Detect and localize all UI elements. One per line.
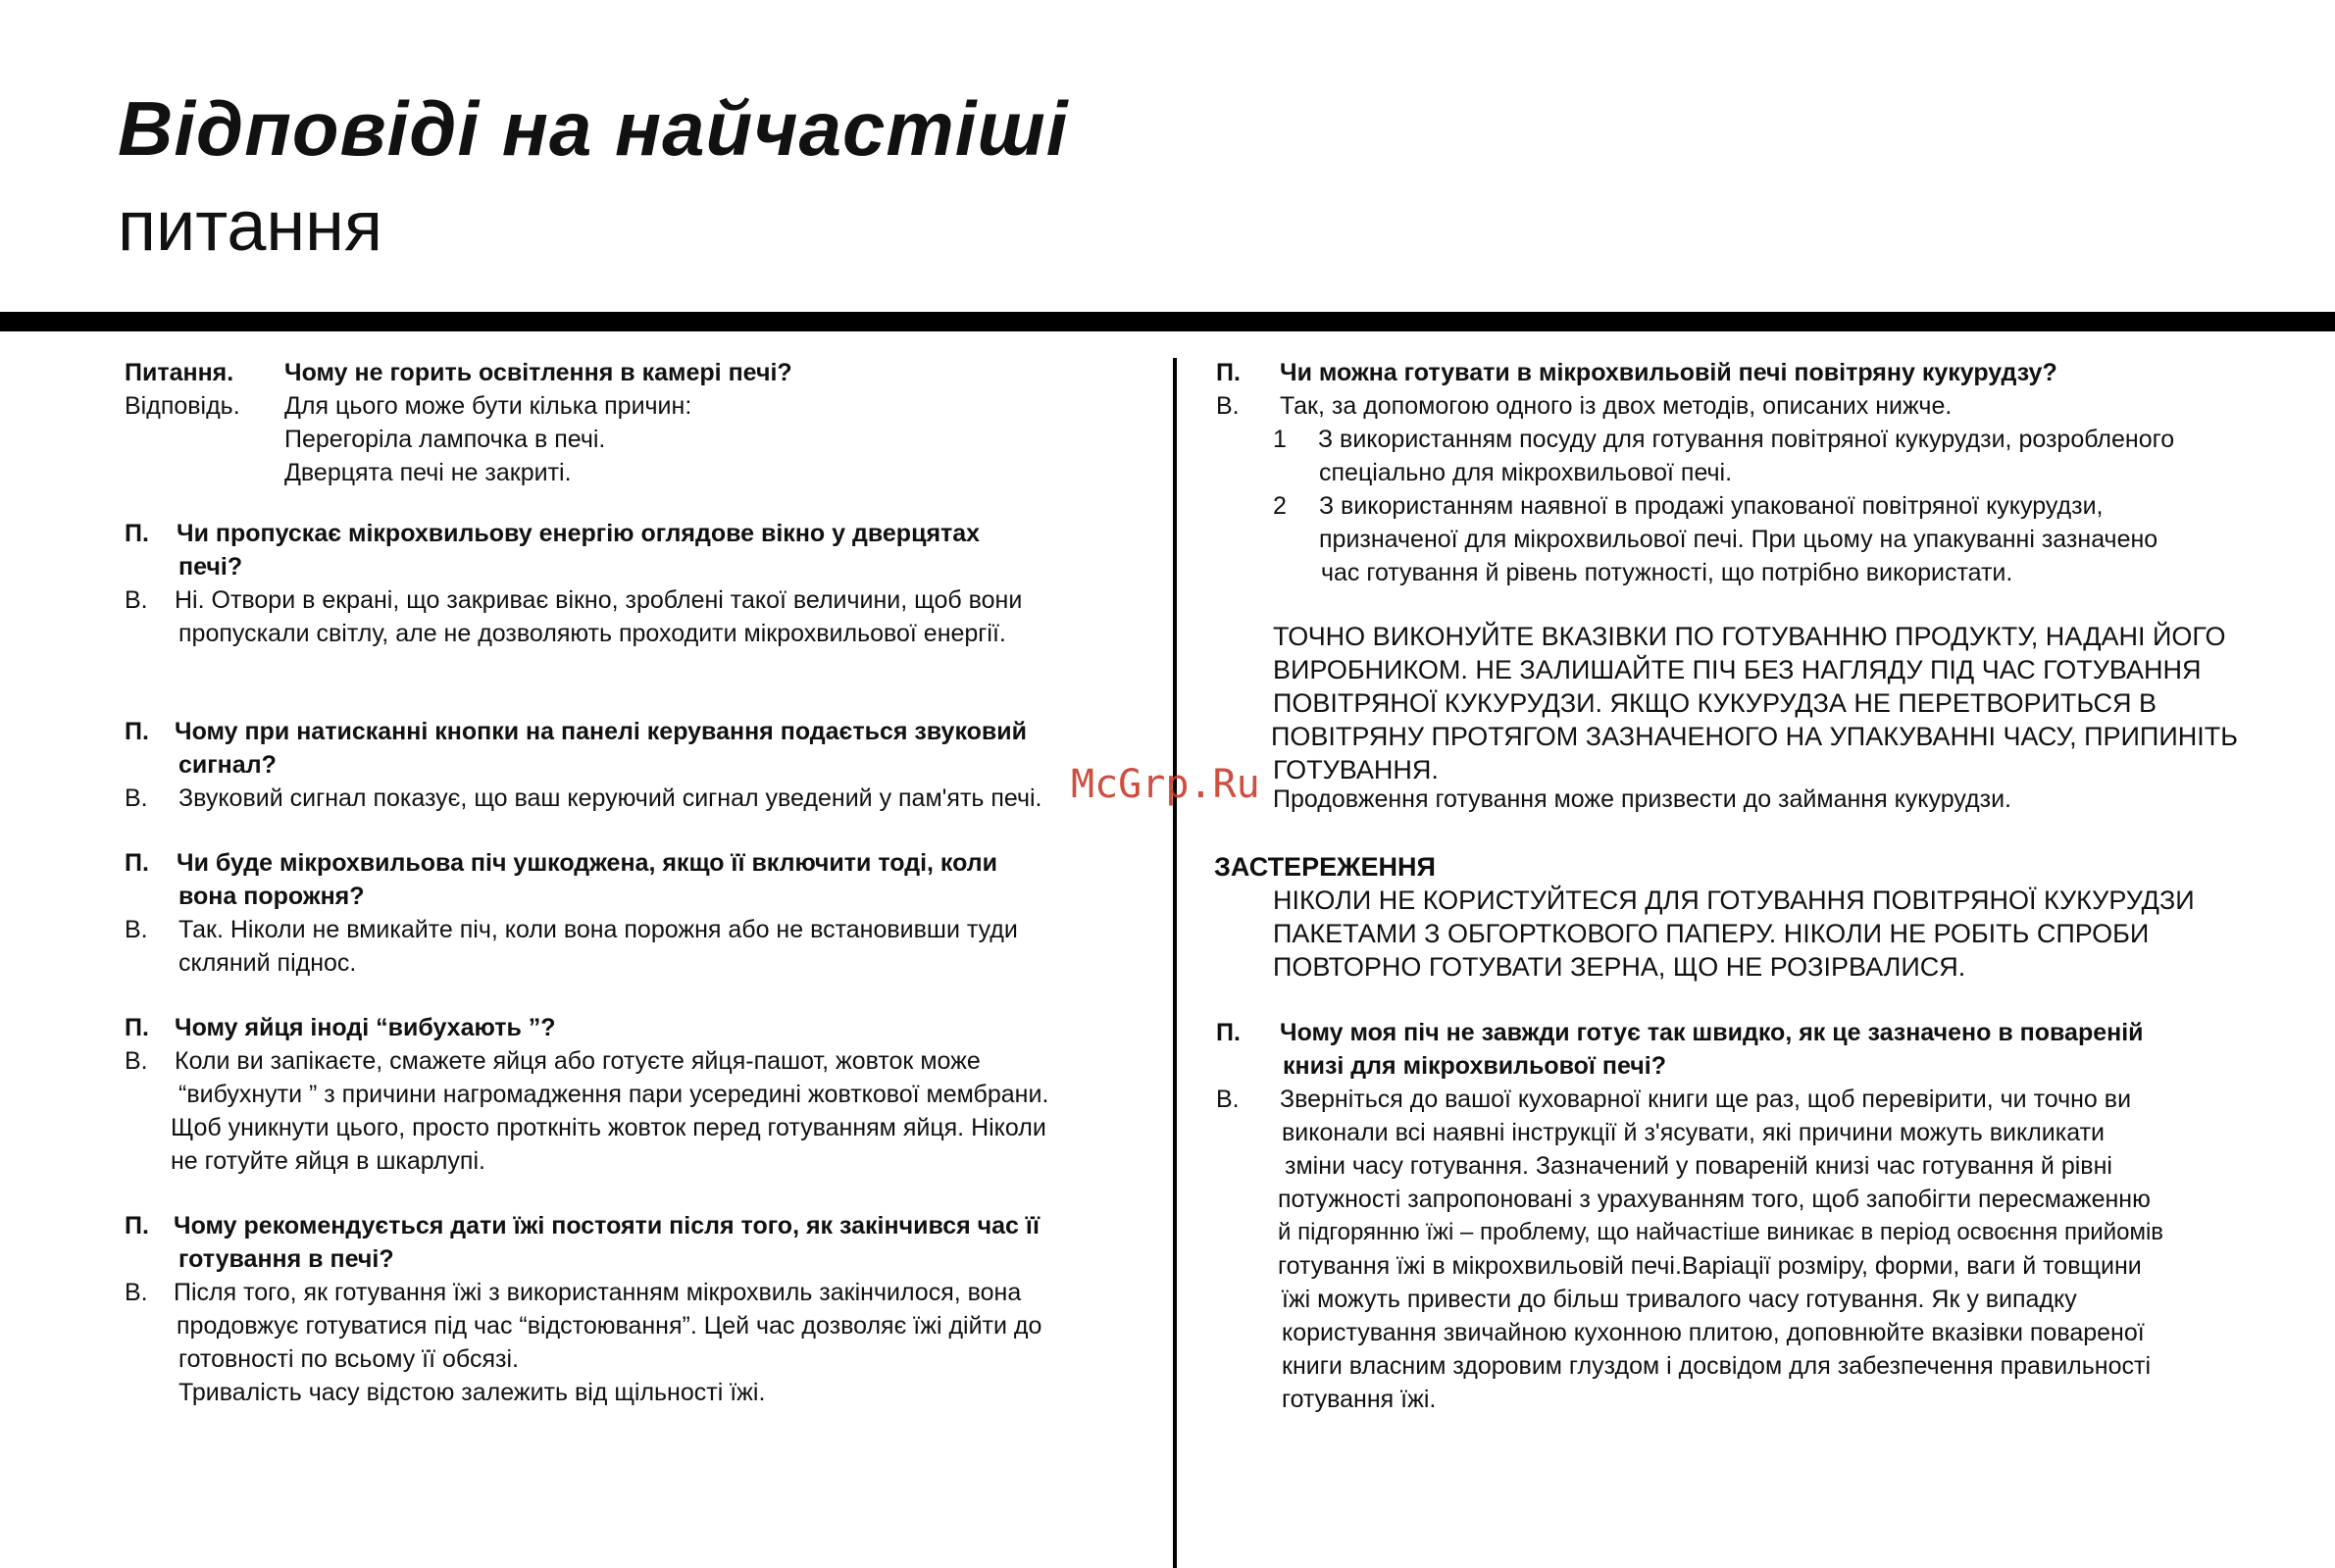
method-line: спеціально для мікрохвильової печі. — [1319, 459, 1733, 486]
q4-answer-line: Так. Ніколи не вмикайте піч, коли вона порожня або не встановивши туди — [178, 916, 1018, 943]
q4-question-line: вона порожня? — [178, 883, 365, 910]
q6-answer-line: готовності по всьому її обсязі. — [178, 1345, 519, 1373]
q5-answer-line: Коли ви запікаєте, смажете яйця або готуєте яйця-пашот, жовток може — [175, 1047, 981, 1075]
q2-answer-label: В. — [125, 586, 148, 614]
q5-label: П. — [125, 1014, 149, 1041]
q2-answer-line: пропускали світлу, але не дозволяють проходити мікрохвильової енергії. — [178, 620, 1006, 647]
q8-answer-line: зміни часу готування. Зазначений у повареній книзі час готування й рівні — [1285, 1152, 2112, 1180]
q7-question: Чи можна готувати в мікрохвильовій печі повітряну кукурудзу? — [1280, 359, 2057, 386]
method-number: 1 — [1273, 426, 1287, 453]
q7-label: П. — [1216, 359, 1241, 386]
q1-label: Питання. — [125, 359, 234, 386]
q8-question-line: Чому моя піч не завжди готує так швидко, як це зазначено в повареній — [1280, 1019, 2144, 1046]
q6-answer-line: Після того, як готування їжі з використанням мікрохвиль закінчилося, вона — [174, 1279, 1022, 1306]
warning-line: НІКОЛИ НЕ КОРИСТУЙТЕСЯ ДЛЯ ГОТУВАННЯ ПОВІТРЯНОЇ КУКУРУДЗИ — [1273, 885, 2195, 915]
q8-answer-line: виконали всі наявні інструкції й з'ясувати, які причини можуть викликати — [1282, 1119, 2105, 1146]
q8-answer-line: їжі можуть привести до більш тривалого часу готування. Як у випадку — [1282, 1286, 2077, 1313]
q4-answer-line: скляний піднос. — [178, 949, 357, 977]
q8-question-line: книзі для мікрохвильової печі? — [1283, 1052, 1667, 1080]
q6-answer-line: Тривалість часу відстою залежить від щільності їжі. — [178, 1379, 766, 1406]
q3-answer-line: Звуковий сигнал показує, що ваш керуючий сигнал уведений у пам'ять печі. — [178, 784, 1042, 812]
q1-reason: Дверцята печі не закриті. — [284, 459, 572, 486]
q3-question-line: Чому при натисканні кнопки на панелі керування подається звуковий — [175, 718, 1028, 745]
q4-question-line: Чи буде мікрохвильова піч ушкоджена, якщо її включити тоді, коли — [177, 849, 997, 877]
page-subtitle: питання — [118, 187, 382, 266]
q5-answer-line: Щоб уникнути цього, просто проткніть жовток перед готуванням яйця. Ніколи — [171, 1114, 1046, 1141]
page-title: Відповіді на найчастіші — [118, 85, 1069, 172]
q8-answer-line: готування їжі в мікрохвильовій печі.Варіації розміру, форми, ваги й товщини — [1278, 1252, 2142, 1280]
notice-line: ТОЧНО ВИКОНУЙТЕ ВКАЗІВКИ ПО ГОТУВАННЮ ПРОДУКТУ, НАДАНІ ЙОГО — [1273, 622, 2226, 651]
method-line: призначеної для мікрохвильової печі. При цьому на упакуванні зазначено — [1319, 526, 2158, 553]
q7-answer-label: В. — [1216, 392, 1240, 420]
q8-answer-label: В. — [1216, 1086, 1240, 1113]
q2-question-line: Чи пропускає мікрохвильову енергію оглядове вікно у дверцятах — [177, 520, 981, 547]
header-rule — [0, 312, 2335, 331]
q8-answer-line: книги власним здоровим глуздом і досвідом для забезпечення правильності — [1282, 1352, 2152, 1380]
q3-answer-label: В. — [125, 784, 148, 812]
q3-question-line: сигнал? — [178, 751, 277, 779]
q3-label: П. — [125, 718, 149, 745]
method-line: З використанням посуду для готування повітряної кукурудзи, розробленого — [1318, 426, 2175, 453]
q5-answer-line: “вибухнути ” з причини нагромадження пари усередині жовткової мембрани. — [178, 1081, 1049, 1108]
column-divider — [1173, 358, 1177, 1568]
q8-label: П. — [1216, 1019, 1241, 1046]
q2-question-line: печі? — [178, 553, 243, 581]
notice-line: ПОВІТРЯНОЇ КУКУРУДЗИ. ЯКЩО КУКУРУДЗА НЕ ПЕРЕТВОРИТЬСЯ В — [1273, 688, 2157, 718]
q6-question-line: готування в печі? — [178, 1245, 394, 1273]
warning-line: ПАКЕТАМИ З ОБГОРТКОВОГО ПАПЕРУ. НІКОЛИ НЕ РОБІТЬ СПРОБИ — [1273, 919, 2150, 948]
notice-tail: Продовження готування може призвести до займання кукурудзи. — [1273, 785, 2011, 813]
q1-answer-intro: Для цього може бути кілька причин: — [284, 392, 692, 420]
q6-answer-label: В. — [125, 1279, 148, 1306]
notice-line: ГОТУВАННЯ. — [1273, 755, 1439, 784]
q6-answer-line: продовжує готуватися під час “відстоювання”. Цей час дозволяє їжі дійти до — [177, 1312, 1042, 1340]
q4-answer-label: В. — [125, 916, 148, 943]
q1-question: Чому не горить освітлення в камері печі? — [284, 359, 792, 386]
warning-line: ПОВТОРНО ГОТУВАТИ ЗЕРНА, ЩО НЕ РОЗІРВАЛИСЯ. — [1273, 952, 1966, 982]
method-number: 2 — [1273, 492, 1287, 520]
q5-answer-line: не готуйте яйця в шкарлупі. — [171, 1147, 485, 1175]
q8-answer-line: Зверніться до вашої куховарної книги ще раз, щоб перевірити, чи точно ви — [1280, 1086, 2132, 1113]
q8-answer-line: потужності запропоновані з урахуванням того, щоб запобігти пересмаженню — [1278, 1186, 2151, 1213]
method-line: час готування й рівень потужності, що потрібно використати. — [1321, 559, 2013, 586]
q6-label: П. — [125, 1212, 149, 1239]
q2-answer-line: Ні. Отвори в екрані, що закриває вікно, зроблені такої величини, щоб вони — [175, 586, 1023, 614]
warning-heading: ЗАСТЕРЕЖЕННЯ — [1214, 852, 1436, 882]
q6-question-line: Чому рекомендується дати їжі постояти після того, як закінчився час її — [174, 1212, 1040, 1239]
q8-answer-line: готування їжі. — [1282, 1386, 1437, 1413]
notice-line: ВИРОБНИКОМ. НЕ ЗАЛИШАЙТЕ ПІЧ БЕЗ НАГЛЯДУ ПІД ЧАС ГОТУВАННЯ — [1273, 655, 2202, 684]
q1-reason: Перегоріла лампочка в печі. — [284, 426, 606, 453]
q5-answer-label: В. — [125, 1047, 148, 1075]
watermark: McGrp.Ru — [1071, 762, 1260, 807]
q7-answer-intro: Так, за допомогою одного із двох методів, описаних нижче. — [1280, 392, 1953, 420]
q8-answer-line: й підгорянню їжі – проблему, що найчастіше виникає в період освоєння прийомів — [1278, 1219, 2164, 1245]
q2-label: П. — [125, 520, 149, 547]
q5-question-line: Чому яйця іноді “вибухають ”? — [175, 1014, 556, 1041]
q4-label: П. — [125, 849, 149, 877]
notice-line: ПОВІТРЯНУ ПРОТЯГОМ ЗАЗНАЧЕНОГО НА УПАКУВАННІ ЧАСУ, ПРИПИНІТЬ — [1271, 722, 2238, 751]
q8-answer-line: користування звичайною кухонною плитою, доповнюйте вказівки повареної — [1282, 1319, 2145, 1346]
method-line: З використанням наявної в продажі упакованої повітряної кукурудзи, — [1319, 492, 2104, 520]
q1-answer-label: Відповідь. — [125, 392, 240, 420]
